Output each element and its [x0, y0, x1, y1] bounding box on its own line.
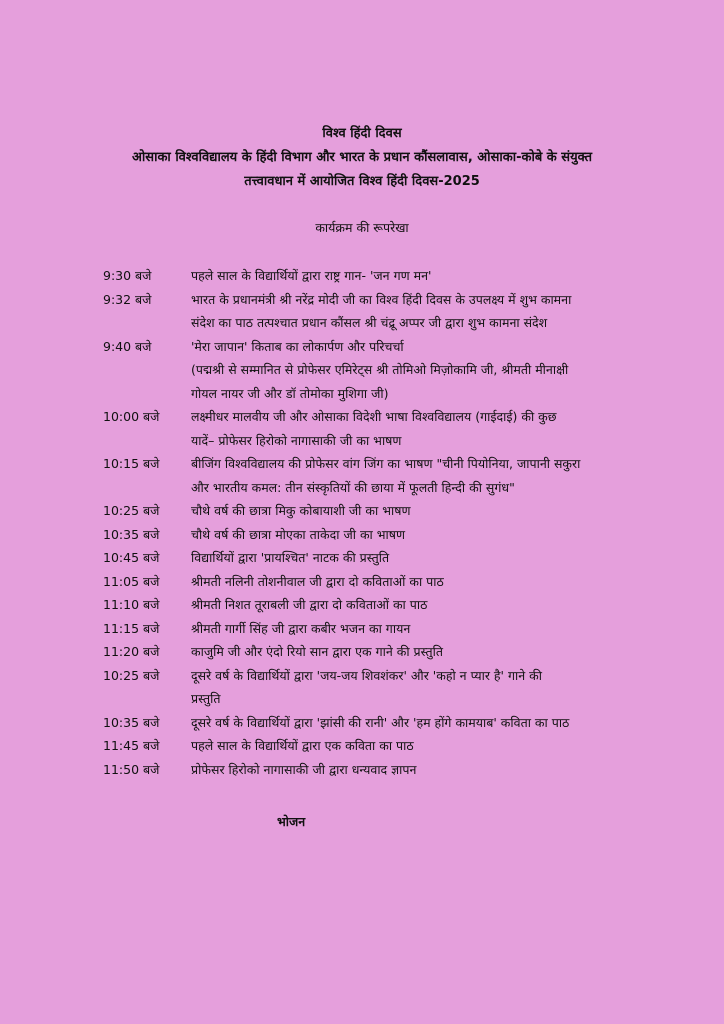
schedule-description-line: गोयल नायर जी और डॉ तोमोका मुशिगा जी) — [191, 385, 389, 401]
schedule-time: 9:32 बजे — [103, 291, 152, 307]
schedule-description — [191, 405, 623, 452]
schedule-description-line: विद्यार्थियों द्वारा 'प्रायश्चित' नाटक की प्रस्तुति — [191, 550, 390, 565]
schedule-description-line: दूसरे वर्ष के विद्यार्थियों द्वारा 'झांसी की रानी' और 'हम होंगे कामयाब' कविता का पाठ — [191, 714, 570, 730]
schedule-time: 10:15 बजे — [103, 456, 160, 471]
schedule-description-line: चौथे वर्ष की छात्रा मोएका ताकेदा जी का भाषण — [191, 526, 406, 542]
schedule-description — [191, 546, 623, 570]
schedule-time: 10:35 बजे — [103, 714, 160, 730]
schedule-row — [103, 264, 623, 288]
footer-meal: भोजन — [277, 814, 306, 829]
schedule-time: 11:45 बजे — [103, 738, 160, 753]
schedule-time: 11:05 बजे — [103, 573, 160, 589]
schedule-description — [191, 288, 623, 335]
schedule-row — [103, 499, 623, 523]
schedule-time: 9:40 बजे — [103, 338, 152, 354]
schedule-description-line: लक्ष्मीधर मालवीय जी और ओसाका विदेशी भाषा विश्वविद्यालय (गाईदाई) की कुछ — [191, 409, 557, 424]
schedule-time: 10:25 बजे — [103, 667, 160, 683]
schedule-description-line: श्रीमती गार्गी सिंह जी द्वारा कबीर भजन का गायन — [191, 620, 411, 636]
schedule-description — [191, 264, 623, 288]
schedule-row — [103, 405, 623, 452]
schedule-description-line: संदेश का पाठ तत्पश्चात प्रधान कौंसल श्री चंद्रू अप्पर जी द्वारा शुभ कामना संदेश — [191, 315, 548, 330]
schedule-description — [191, 711, 623, 735]
schedule-description — [191, 664, 623, 711]
schedule-time: 11:20 बजे — [103, 644, 160, 659]
schedule-row — [103, 570, 623, 594]
schedule-description-line: पहले साल के विद्यार्थियों द्वारा राष्ट्र गान- 'जन गण मन' — [191, 268, 432, 283]
document-heading — [100, 122, 624, 194]
schedule-description-line: प्रोफेसर हिरोको नागासाकी जी द्वारा धन्यवाद ज्ञापन — [191, 761, 417, 777]
schedule-description-line: पहले साल के विद्यार्थियों द्वारा एक कविता का पाठ — [191, 738, 414, 753]
schedule-time: 10:45 बजे — [103, 550, 160, 565]
heading-line-2: ओसाका विश्वविद्यालय के हिंदी विभाग और भारत के प्रधान कौंसलावास, ओसाका-कोबे के संयुक्त — [131, 150, 593, 165]
program-outline-title: कार्यक्रम की रूपरेखा — [315, 220, 409, 235]
schedule-description-line: श्रीमती निशत तूराबली जी द्वारा दो कविताओं का पाठ — [191, 597, 428, 612]
schedule-description — [191, 499, 623, 523]
schedule-description-line: चौथे वर्ष की छात्रा मिकु कोबायाशी जी का भाषण — [191, 503, 411, 518]
schedule-description — [191, 640, 623, 664]
schedule-time: 11:10 बजे — [103, 597, 160, 612]
schedule-list — [103, 264, 623, 781]
schedule-row — [103, 546, 623, 570]
schedule-row — [103, 758, 623, 782]
schedule-description-line: (पद्मश्री से सम्मानित से प्रोफेसर एमिरेट्स श्री तोमिओ मिज़ोकामि जी, श्रीमती मीनाक्षी — [191, 362, 569, 377]
schedule-description — [191, 593, 623, 617]
schedule-description — [191, 335, 623, 406]
schedule-row — [103, 452, 623, 499]
schedule-description-line: बीजिंग विश्वविद्यालय की प्रोफेसर वांग जिंग का भाषण "चीनी पियोनिया, जापानी सकुरा — [191, 456, 581, 471]
schedule-time: 11:15 बजे — [103, 620, 160, 636]
schedule-description-line: 'मेरा जापान' किताब का लोकार्पण और परिचर्चा — [191, 338, 404, 354]
schedule-description-line: और भारतीय कमल: तीन संस्कृतियों की छाया में फूलती हिन्दी की सुगंध" — [191, 479, 515, 495]
schedule-description — [191, 617, 623, 641]
schedule-time: 9:30 बजे — [103, 268, 152, 283]
schedule-row — [103, 523, 623, 547]
schedule-time: 10:25 बजे — [103, 503, 160, 518]
schedule-row — [103, 288, 623, 335]
heading-title: विश्व हिंदी दिवस — [322, 126, 402, 141]
schedule-description-line: काजुमि जी और एंदो रियो सान द्वारा एक गाने की प्रस्तुति — [191, 644, 444, 659]
schedule-description — [191, 523, 623, 547]
schedule-row — [103, 335, 623, 406]
schedule-time: 10:35 बजे — [103, 526, 160, 542]
schedule-time: 11:50 बजे — [103, 761, 160, 777]
schedule-row — [103, 593, 623, 617]
heading-line-3: तत्त्वावधान में आयोजित विश्व हिंदी दिवस-2025 — [244, 174, 480, 189]
schedule-time: 10:00 बजे — [103, 409, 160, 424]
schedule-description — [191, 570, 623, 594]
schedule-description-line: भारत के प्रधानमंत्री श्री नरेंद्र मोदी जी का विश्व हिंदी दिवस के उपलक्ष्य में शुभ कामना — [191, 291, 572, 307]
schedule-row — [103, 664, 623, 711]
schedule-description-line: प्रस्तुति — [191, 691, 221, 706]
schedule-row — [103, 617, 623, 641]
schedule-description — [191, 452, 623, 499]
schedule-row — [103, 640, 623, 664]
schedule-row — [103, 734, 623, 758]
schedule-row — [103, 711, 623, 735]
schedule-description — [191, 734, 623, 758]
schedule-description-line: श्रीमती नलिनी तोशनीवाल जी द्वारा दो कविताओं का पाठ — [191, 573, 444, 589]
schedule-description-line: दूसरे वर्ष के विद्यार्थियों द्वारा 'जय-जय शिवशंकर' और 'कहो न प्यार है' गाने की — [191, 667, 542, 683]
schedule-description — [191, 758, 623, 782]
schedule-description-line: यादें– प्रोफेसर हिरोको नागासाकी जी का भाषण — [191, 432, 402, 448]
